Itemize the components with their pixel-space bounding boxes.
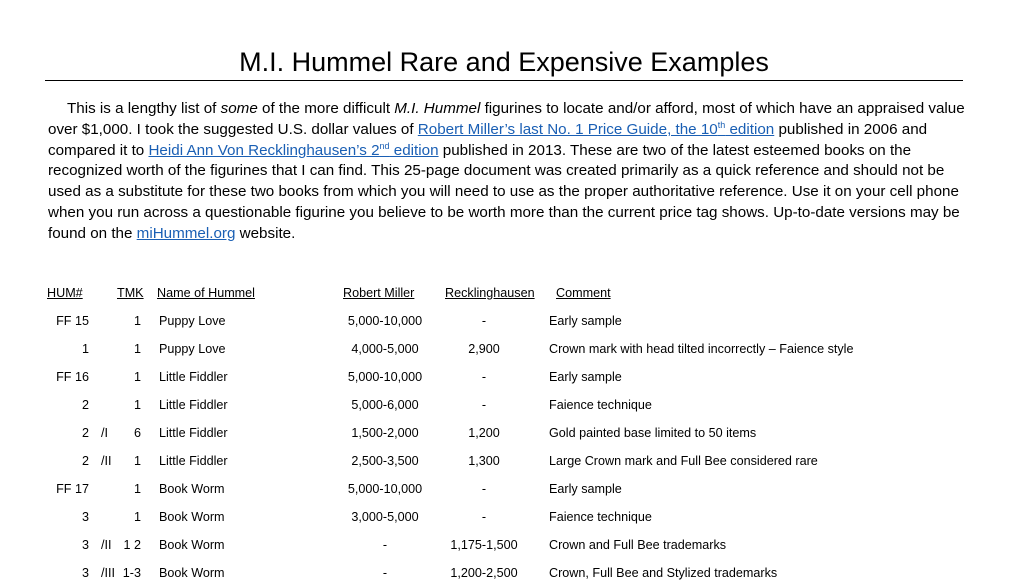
recklinghausen-value-cell: - — [481, 314, 487, 328]
name-cell: Puppy Love — [159, 314, 226, 328]
tmk-cell — [99, 507, 141, 527]
recklinghausen-link[interactable]: Heidi Ann Von Recklinghausen’s 2nd edition — [148, 140, 439, 159]
recklinghausen-value-cell: - — [481, 398, 487, 412]
table-row — [0, 339, 1010, 359]
intro-emphasis: M.I. Hummel — [394, 100, 481, 117]
header-miller: Robert Miller — [343, 286, 415, 300]
header-name: Name of Hummel — [157, 286, 255, 300]
variant-cell: /II — [101, 454, 112, 468]
hum-cell: 2 — [81, 454, 89, 468]
tmk-value: 1 — [133, 342, 141, 356]
comment-cell: Gold painted base limited to 50 items — [549, 426, 757, 440]
comment-cell: Faience technique — [549, 398, 652, 412]
hum-cell: 2 — [81, 398, 89, 412]
miller-value-cell: - — [382, 566, 388, 580]
intro-paragraph — [48, 99, 966, 245]
comment-cell: Crown and Full Bee trademarks — [549, 538, 727, 552]
name-cell: Book Worm — [159, 566, 225, 580]
header-comment: Comment — [556, 286, 611, 300]
table-row — [0, 367, 1010, 387]
name-cell: Little Fiddler — [159, 398, 228, 412]
comment-cell: Faience technique — [549, 510, 652, 524]
miller-value-cell: 3,000-5,000 — [351, 510, 419, 524]
name-cell: Little Fiddler — [159, 370, 228, 384]
tmk-value: 1 — [133, 398, 141, 412]
hum-cell: 3 — [81, 510, 89, 524]
miller-value-cell: 1,500-2,000 — [351, 426, 419, 440]
tmk-value: 1 — [133, 314, 141, 328]
header-recklinghausen: Recklinghausen — [445, 286, 535, 300]
table-row — [0, 535, 1010, 555]
name-cell: Little Fiddler — [159, 454, 228, 468]
comment-cell: Early sample — [549, 482, 622, 496]
comment-cell: Large Crown mark and Full Bee considered rare — [549, 454, 818, 468]
recklinghausen-value-cell: 2,900 — [468, 342, 500, 356]
tmk-value: 1 2 — [123, 538, 141, 552]
comment-cell: Crown mark with head tilted incorrectly – Faience style — [549, 342, 854, 356]
variant-cell: /I — [101, 426, 108, 440]
hum-cell: FF 15 — [56, 314, 89, 328]
hum-cell: 1 — [81, 342, 89, 356]
hum-cell: 2 — [81, 426, 89, 440]
miller-value-cell: 5,000-10,000 — [347, 314, 423, 328]
name-cell: Book Worm — [159, 482, 225, 496]
comment-cell: Early sample — [549, 370, 622, 384]
miller-value-cell: 5,000-6,000 — [351, 398, 419, 412]
tmk-cell — [99, 451, 141, 471]
miller-value-cell: 5,000-10,000 — [347, 370, 423, 384]
document-title: M.I. Hummel Rare and Expensive Examples — [239, 47, 769, 77]
intro-emphasis: some — [220, 100, 258, 117]
title-underline — [45, 80, 963, 81]
intro-text: figurines to locate and/or afford, most of which have an appraised value over $1,000. I took the suggested U.S. dollar values of — [48, 100, 965, 138]
hum-cell: 3 — [81, 538, 89, 552]
name-cell: Book Worm — [159, 510, 225, 524]
comment-cell: Early sample — [549, 314, 622, 328]
hum-cell: FF 16 — [56, 370, 89, 384]
table-row — [0, 507, 1010, 527]
table-header — [0, 283, 1010, 303]
recklinghausen-value-cell: 1,300 — [468, 454, 500, 468]
miller-value-cell: 2,500-3,500 — [351, 454, 419, 468]
recklinghausen-value-cell: 1,200 — [468, 426, 500, 440]
intro-text: published in 2006 and compared it to — [48, 120, 928, 159]
name-cell: Book Worm — [159, 538, 225, 552]
recklinghausen-value-cell: 1,200-2,500 — [450, 566, 518, 580]
miller-price-guide-link[interactable]: Robert Miller’s last No. 1 Price Guide, the 10th edition — [417, 119, 775, 138]
comment-cell: Crown, Full Bee and Stylized trademarks — [549, 566, 778, 580]
tmk-value: 1 — [133, 370, 141, 384]
recklinghausen-value-cell: 1,175-1,500 — [450, 538, 518, 552]
recklinghausen-value-cell: - — [481, 370, 487, 384]
tmk-value: 6 — [133, 426, 141, 440]
intro-text: of the more difficult — [257, 100, 395, 117]
intro-text: website. — [235, 224, 296, 242]
intro-text: published in 2013. These are two of the latest esteemed books on the recognized worth of the figurines that I can find. This 25-page document was created primarily as a quick reference and should not be used as a substitute for these two books from which you will need to use as the proper authoritative reference. Use it on your cell phone when you run across a questionable figurine you believe to be worth more than the current price tag shows. Up-to-date versions may be found on the — [48, 141, 960, 242]
variant-cell: /II — [101, 538, 112, 552]
table-row — [0, 479, 1010, 499]
tmk-cell — [99, 367, 141, 387]
table-row — [0, 423, 1010, 443]
intro-text: This is a lengthy list of — [67, 100, 221, 117]
tmk-cell — [99, 395, 141, 415]
miller-value-cell: 5,000-10,000 — [347, 482, 423, 496]
table-row — [0, 451, 1010, 471]
tmk-value: 1 — [133, 510, 141, 524]
variant-cell: /III — [101, 566, 115, 580]
recklinghausen-value-cell: - — [481, 482, 487, 496]
tmk-value: 1 — [133, 454, 141, 468]
tmk-cell — [99, 339, 141, 359]
header-hum: HUM# — [47, 286, 83, 300]
tmk-cell — [99, 535, 141, 555]
header-tmk: TMK — [117, 286, 144, 300]
hum-cell: FF 17 — [56, 482, 89, 496]
miller-value-cell: - — [382, 538, 388, 552]
tmk-cell — [99, 563, 141, 583]
recklinghausen-value-cell: - — [481, 510, 487, 524]
hum-cell: 3 — [81, 566, 89, 580]
tmk-cell — [99, 311, 141, 331]
name-cell: Puppy Love — [159, 342, 226, 356]
table-row — [0, 395, 1010, 415]
mihummel-link[interactable]: miHummel.org — [136, 224, 236, 242]
table-row — [0, 563, 1010, 583]
tmk-cell — [99, 423, 141, 443]
tmk-value: 1-3 — [122, 566, 141, 580]
miller-value-cell: 4,000-5,000 — [351, 342, 419, 356]
name-cell: Little Fiddler — [159, 426, 228, 440]
table-row — [0, 311, 1010, 331]
tmk-cell — [99, 479, 141, 499]
tmk-value: 1 — [133, 482, 141, 496]
